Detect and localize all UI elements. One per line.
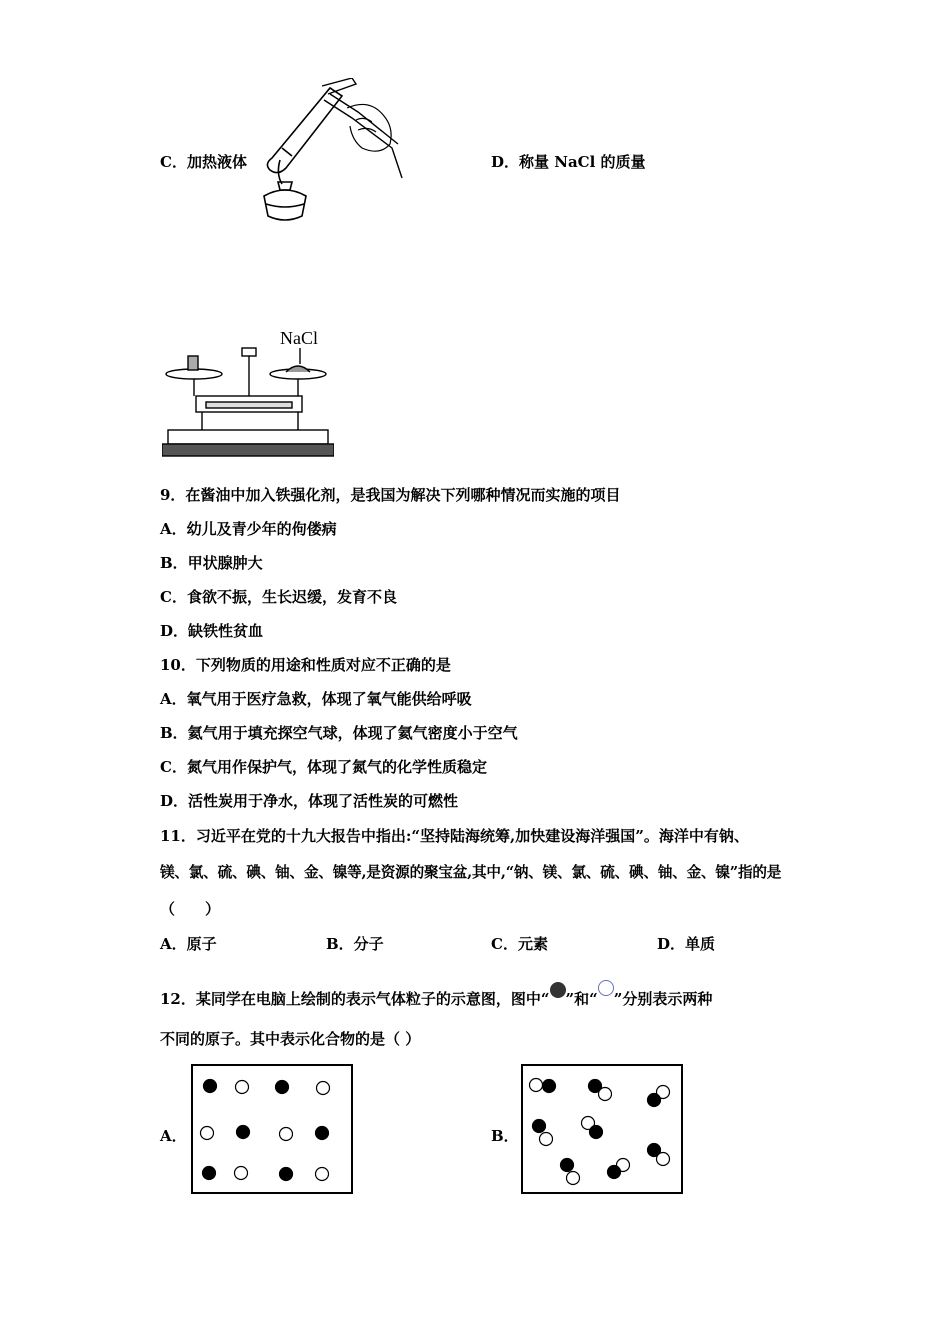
q11-option-c: C．元素 (491, 935, 548, 953)
q9-option-a: A．幼儿及青少年的佝偻病 (160, 520, 337, 538)
q11-line3: （ ） (160, 900, 221, 918)
white-atom-icon (598, 980, 614, 996)
q11-line1: 11．习近平在党的十九大报告中指出:“坚持陆海统筹,加快建设海洋强国”。海洋中有钠、 (160, 827, 749, 845)
balance-figure (162, 322, 334, 458)
q12-stem-line2: 不同的原子。其中表示化合物的是（ ） (160, 1030, 421, 1048)
black-atom-icon (550, 982, 566, 998)
test-tube-icon (267, 88, 342, 173)
q12-stem-line1 (160, 980, 712, 1009)
q12-stem-part3: ”分别表示两种 (613, 990, 713, 1008)
q9-option-c: C．食欲不振，生长迟缓，发育不良 (160, 588, 397, 606)
q11-option-b: B．分子 (326, 935, 384, 953)
balance-nacl-label: NaCl (280, 328, 318, 348)
q9-option-b: B．甲状腺肿大 (160, 554, 263, 572)
q8-option-c: C．加热液体 (160, 153, 247, 171)
hand-icon (347, 104, 391, 151)
q10-option-d: D．活性炭用于净水，体现了活性炭的可燃性 (160, 792, 459, 810)
q11-option-a: A．原子 (160, 935, 217, 953)
q12-stem-part2: ”和“ (565, 990, 598, 1008)
q10-option-a: A．氧气用于医疗急救，体现了氧气能供给呼吸 (160, 690, 472, 708)
q12-option-a-diagram (191, 1064, 353, 1194)
heating-liquid-figure (252, 78, 412, 228)
q12-option-a-label: A． (160, 1127, 187, 1145)
q12-option-b-label: B． (491, 1127, 519, 1145)
q9-option-d: D．缺铁性贫血 (160, 622, 264, 640)
q8-option-d: D．称量 NaCl 的质量 (491, 153, 646, 171)
q10-option-c: C．氮气用作保护气，体现了氮气的化学性质稳定 (160, 758, 487, 776)
q11-line2: 镁、氯、硫、碘、铀、金、镍等,是资源的聚宝盆,其中,“钠、镁、氯、硫、碘、铀、金、镍”指的是 (160, 864, 782, 881)
q11-option-d: D．单质 (657, 935, 716, 953)
q10-stem: 10．下列物质的用途和性质对应不正确的是 (160, 656, 451, 674)
q9-stem: 9．在酱油中加入铁强化剂，是我国为解决下列哪种情况而实施的项目 (160, 486, 621, 504)
q12-option-b-diagram (521, 1064, 683, 1194)
q12-stem-part1: 12．某同学在电脑上绘制的表示气体粒子的示意图，图中“ (160, 990, 550, 1008)
q10-option-b: B．氦气用于填充探空气球，体现了氦气密度小于空气 (160, 724, 518, 742)
